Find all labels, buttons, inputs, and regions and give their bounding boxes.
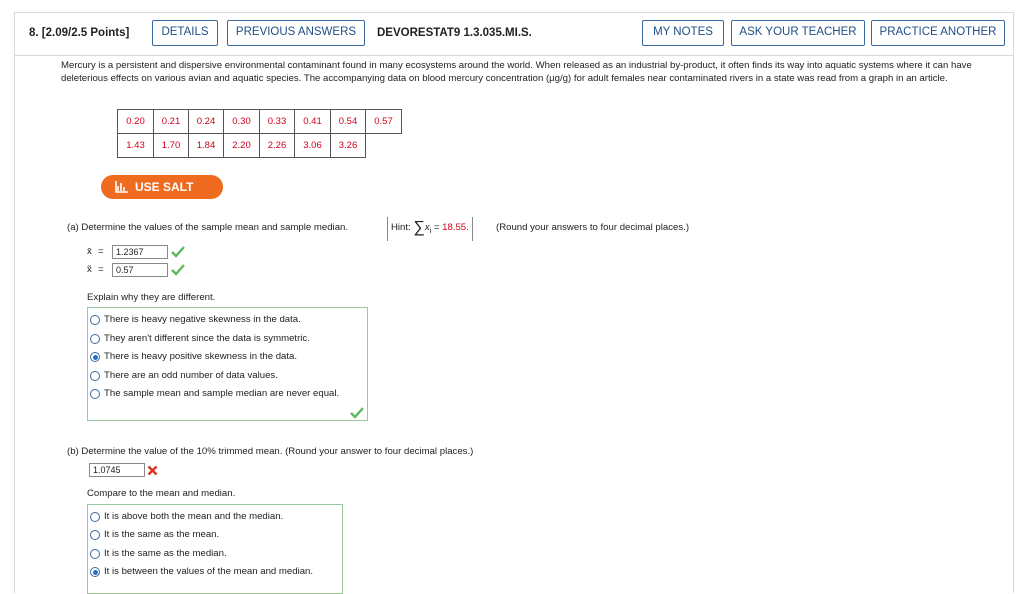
option-label: It is the same as the median. <box>104 548 227 559</box>
data-cell: 2.26 <box>260 134 295 158</box>
data-cell: 1.84 <box>189 134 224 158</box>
question-id: DEVORESTAT9 1.3.035.MI.S. <box>377 27 532 39</box>
radio-button[interactable] <box>90 512 100 522</box>
data-table <box>117 109 402 158</box>
median-equals: = <box>98 264 104 275</box>
sigma-icon: ∑ <box>413 219 425 236</box>
data-cell: 0.41 <box>295 110 331 134</box>
radio-button[interactable] <box>90 371 100 381</box>
option-label: They aren't different since the data is symmetric. <box>104 333 310 344</box>
data-cell: 3.06 <box>295 134 331 158</box>
hint-equals: = <box>431 222 443 233</box>
radio-button[interactable] <box>90 315 100 325</box>
details-button[interactable]: DETAILS <box>152 20 218 46</box>
previous-answers-button[interactable]: PREVIOUS ANSWERS <box>227 20 365 46</box>
mean-symbol: x̄ <box>87 246 92 257</box>
data-cell: 1.70 <box>154 134 189 158</box>
hint-subscript: i <box>429 227 432 235</box>
my-notes-button[interactable]: MY NOTES <box>642 20 724 46</box>
ask-teacher-button[interactable]: ASK YOUR TEACHER <box>731 20 865 46</box>
data-cell: 0.24 <box>189 110 224 134</box>
radio-button[interactable] <box>90 334 100 344</box>
explain-prompt: Explain why they are different. <box>87 292 216 303</box>
median-answer-input[interactable]: 0.57 <box>112 263 168 277</box>
radio-button[interactable] <box>90 389 100 399</box>
radio-button-selected[interactable] <box>90 567 100 577</box>
data-cell: 3.26 <box>331 134 366 158</box>
compare-prompt: Compare to the mean and median. <box>87 488 236 499</box>
points: [2.09/2.5 Points] <box>41 27 130 39</box>
trimmed-mean-answer-input[interactable]: 1.0745 <box>89 463 145 477</box>
incorrect-x-icon <box>147 465 158 476</box>
mean-equals: = <box>98 246 104 257</box>
option-label: It is the same as the mean. <box>104 529 220 540</box>
option-label: It is above both the mean and the median. <box>104 511 284 522</box>
hint-label: Hint: <box>391 222 411 233</box>
option-label: There is heavy negative skewness in the data. <box>104 314 301 325</box>
part-a-round-note: (Round your answers to four decimal places.) <box>496 222 690 233</box>
part-a-options <box>87 307 368 421</box>
correct-check-icon <box>171 264 185 276</box>
salt-chart-icon <box>115 180 129 193</box>
part-b-prompt: (b) Determine the value of the 10% trimmed mean. (Round your answer to four decimal places.) <box>67 446 474 457</box>
part-b-options <box>87 504 343 594</box>
median-symbol: x̃ <box>87 264 92 275</box>
hint-variable: x <box>424 222 430 233</box>
part-a-prompt: (a) Determine the values of the sample mean and sample median. <box>67 222 349 233</box>
data-cell: 0.33 <box>260 110 295 134</box>
question-card <box>14 12 1014 593</box>
data-cell: 0.21 <box>154 110 189 134</box>
data-cell: 1.43 <box>118 134 154 158</box>
question-number-points <box>29 27 129 39</box>
data-cell: 0.20 <box>118 110 154 134</box>
radio-button[interactable] <box>90 530 100 540</box>
radio-button[interactable] <box>90 549 100 559</box>
mean-answer-input[interactable]: 1.2367 <box>112 245 168 259</box>
question-header <box>15 13 1013 56</box>
practice-another-button[interactable]: PRACTICE ANOTHER <box>871 20 1005 46</box>
data-cell: 2.20 <box>224 134 260 158</box>
correct-check-icon <box>171 246 185 258</box>
option-label: There is heavy positive skewness in the data. <box>104 351 298 362</box>
data-cell: 0.54 <box>331 110 366 134</box>
hint-value: 18.55. <box>442 222 469 233</box>
use-salt-button[interactable] <box>101 175 223 199</box>
data-row-1 <box>118 110 402 134</box>
data-cell: 0.30 <box>224 110 260 134</box>
intro-text: Mercury is a persistent and dispersive environmental contaminant found in many ecosystems around the world. When released as an industrial by-product, it often finds its way into aquatic systems where it can have deleterious effects on various avian and aquatic species. The accompanying data on blood mercury concentration (µg/g) for adult females near contaminated rivers in a state was read from a graph in an article. <box>61 60 972 84</box>
data-row-2 <box>118 134 402 158</box>
question-number: 8. <box>29 27 39 39</box>
option-label: There are an odd number of data values. <box>104 370 278 381</box>
data-cell: 0.57 <box>366 110 402 134</box>
use-salt-label: USE SALT <box>135 180 194 194</box>
radio-button-selected[interactable] <box>90 352 100 362</box>
correct-check-icon <box>350 407 364 419</box>
option-label: It is between the values of the mean and median. <box>104 566 314 577</box>
hint-box <box>387 217 473 241</box>
option-label: The sample mean and sample median are never equal. <box>104 388 340 399</box>
